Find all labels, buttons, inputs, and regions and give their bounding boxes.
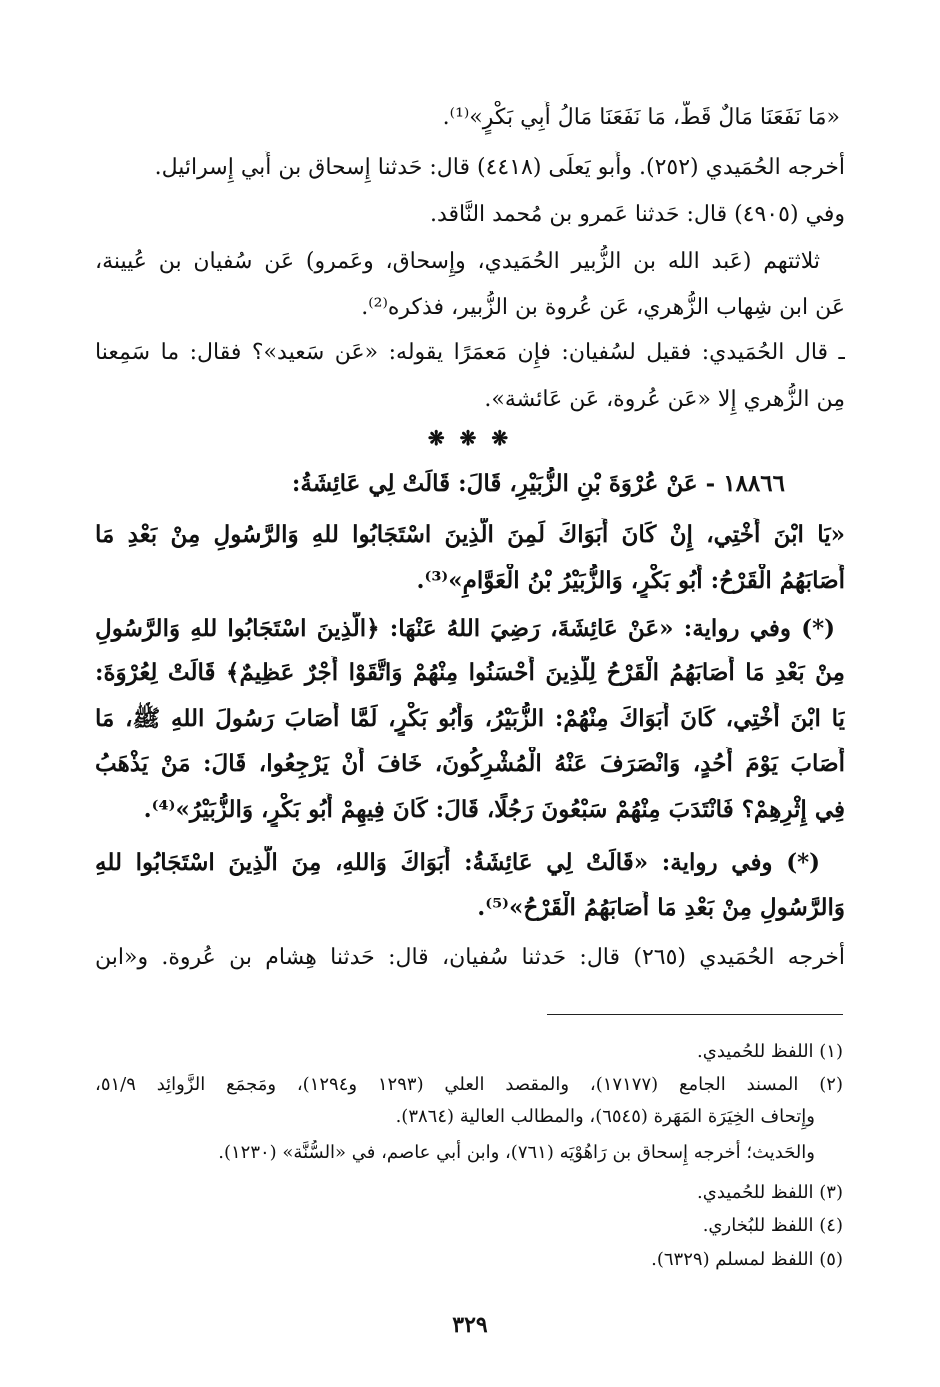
text-line-10: أَصَابَهُمُ الْقَرْحُ: أَبُو بَكْرٍ، وَالزُّبَيْرُ بْنُ الْعَوَّامِ»⁽³⁾. [416,567,845,594]
text-line-14: أَصَابَ يَوْمَ أُحُدٍ، وَانْصَرَفَ عَنْهُ الْمُشْرِكُونَ، خَافَ أَنْ يَرْجِعُوا، قَالَ: مَنْ يَذْهَبُ [95,750,845,777]
text-line-15: فِي إِثْرِهِمْ؟ فَانْتَدَبَ مِنْهُمْ سَبْعُونَ رَجُلًا، قَالَ: كَانَ فِيهِمْ أَبُو بَكْرٍ، وَالزُّبَيْرُ»⁽⁴⁾. [143,796,845,823]
footnote-3: (٣) اللفظ للحُميدي. [697,1182,843,1203]
footnote-2-note: والحَديث؛ أَخرجه إِسحاق بن رَاهُوْيَه (٧٦١)، وابن أَبي عاصم، في «السُّنَّة» (١٢٣٠). [218,1142,815,1163]
text-line-4: ثلاثتهم (عَبد الله بن الزُّبير الحُمَيدي، وإِسحاق، وعَمرو) عَن سُفيان بن عُيينة، [95,249,820,274]
text-line-5: عَن ابن شِهاب الزُّهري، عَن عُروة بن الزُّبير، فذكره⁽²⁾. [361,295,845,320]
text-line-3: وفي (٤٩٠٥) قال: حَدثنا عَمرو بن مُحمد النَّاقد. [429,202,845,227]
section-separator: ❋ ❋ ❋ [427,426,513,450]
text-line-12: مِنْ بَعْدِ مَا أَصَابَهُمُ الْقَرْحُ لِلَّذِينَ أَحْسَنُوا مِنْهُمْ وَاتَّقَوْا أَجْرٌ عَظِيمٌ﴾ قَالَتْ لِعُرْوَةَ: [95,659,845,686]
text-line-9: «يَا ابْنَ أُخْتِي، إِنْ كَانَ أَبَوَاكَ لَمِنَ الَّذِينَ اسْتَجَابُوا للهِ وَالرَّسُولِ مِنْ بَعْدِ مَا [95,521,845,548]
text-line-11: (*) وفي رواية: «عَنْ عَائِشَةَ، رَضِيَ اللهُ عَنْهَا: ﴿الَّذِينَ اسْتَجَابُوا للهِ وَالرَّسُولِ [95,615,835,642]
text-line-7: مِن الزُّهري إِلا «عَن عُروة، عَن عَائشة». [484,387,845,412]
text-line-13: يَا ابْنَ أُخْتِي، كَانَ أَبَوَاكَ مِنْهُمْ: الزُّبَيْرُ، وَأَبُو بَكْرٍ، لَمَّا أَصَابَ رَسُولَ اللهِ ﷺ، مَا [95,705,845,732]
text-line-16: (*) وفي رواية: «قَالَتْ لِي عَائِشَةُ: أَبَوَاكَ وَاللهِ، مِنَ الَّذِينَ اسْتَجَابُوا للهِ [95,849,820,876]
footnote-5: (٥) اللفظ لمسلم (٦٣٢٩). [651,1249,843,1270]
footnote-2-cont: وإِتحاف الخِيَرَة المَهَرة (٦٥٤٥)، والمطالب العالية (٣٨٦٤). [395,1106,815,1127]
text-line-18: أخرجه الحُمَيدي (٢٦٥) قال: حَدثنا سُفيان، قال: حَدثنا هِشام بن عُروة. و«ابن [95,945,845,970]
text-line-1: «مَا نَفَعَنَا مَالٌ قَطُّ، مَا نَفَعَنَا مَالُ أَبِي بَكْرٍ»⁽¹⁾. [442,105,840,130]
text-line-2: أخرجه الحُمَيدي (٢٥٢). وأَبو يَعلَى (٤٤١٨) قال: حَدثنا إِسحاق بن أَبي إِسرائيل. [154,155,845,180]
footnote-rule [547,1014,843,1015]
hadith-heading: ١٨٨٦٦ - عَنْ عُرْوَةَ بْنِ الزُّبَيْرِ، قَالَ: قَالَتْ لِي عَائِشَةُ: [291,470,785,497]
footnote-4: (٤) اللفظ للبُخاري. [702,1215,843,1236]
text-line-6: ـ قال الحُمَيدي: فقيل لسُفيان: فإِن مَعمَرًا يقوله: «عَن سَعيد»؟ فقال: ما سَمِعنا [95,340,845,365]
footnote-2: (٢) المسند الجامع (١٧١٧٧)، والمقصد العلي (١٢٩٣ و١٢٩٤)، ومَجمَع الزَّوائِد ٥١/٩، [95,1074,843,1095]
page-number: ٣٢٩ [452,1312,488,1338]
text-line-17: وَالرَّسُولِ مِنْ بَعْدِ مَا أَصَابَهُمُ الْقَرْحُ»⁽⁵⁾. [477,894,845,921]
footnote-1: (١) اللفظ للحُميدي. [697,1041,843,1062]
